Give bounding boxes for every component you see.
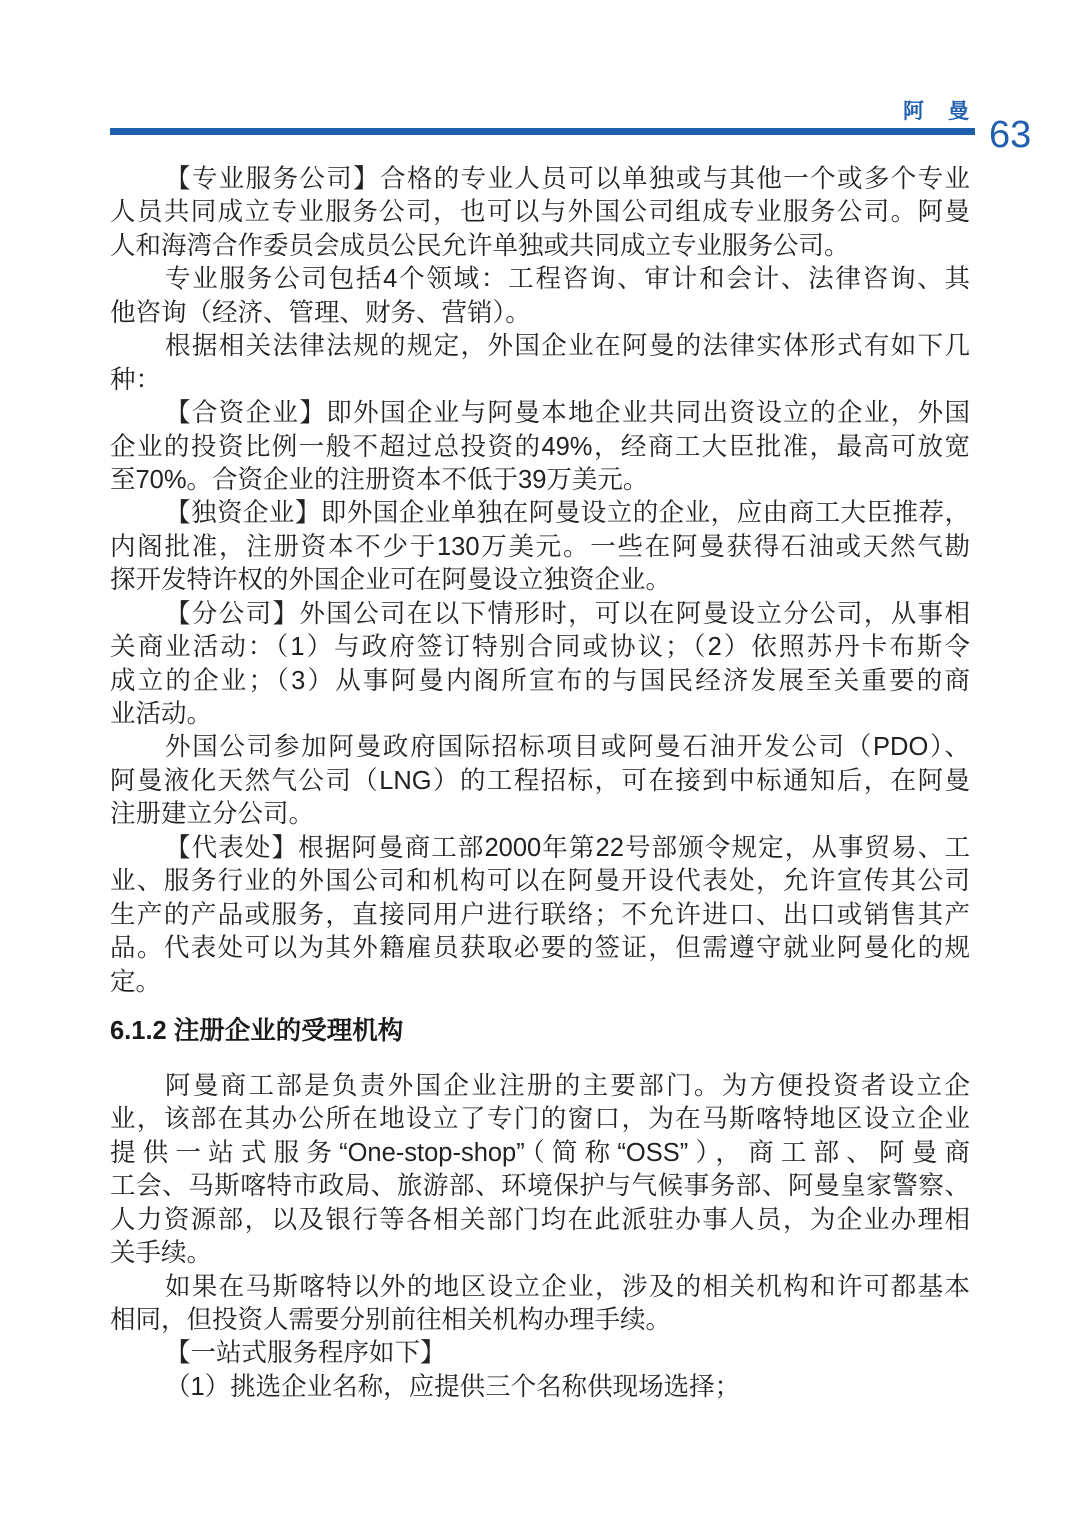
header-rule <box>110 128 975 135</box>
paragraph-line: （1）挑选企业名称，应提供三个名称供现场选择； <box>165 1372 741 1401</box>
paragraph-line: 阿曼液化天然气公司（LNG）的工程招标，可在接到中标通知后，在阿曼 <box>110 766 970 795</box>
paragraph-joint-venture <box>110 397 970 497</box>
section-heading: 6.1.2 注册企业的受理机构 <box>110 1016 404 1045</box>
paragraph-line: 注册建立分公司。 <box>110 800 315 829</box>
paragraph-branch-tender <box>110 731 970 831</box>
paragraph-line: 外国公司参加阿曼政府国际招标项目或阿曼石油开发公司（PDO）、 <box>165 733 970 762</box>
paragraph-legal-entity-forms <box>110 330 970 397</box>
paragraph-line: 至70%。合资企业的注册资本不低于39万美元。 <box>110 465 649 494</box>
paragraph-line: 相同，但投资人需要分别前往相关机构办理手续。 <box>110 1306 672 1335</box>
paragraph-professional-services-fields <box>110 263 970 330</box>
paragraph-branch-company <box>110 598 970 732</box>
paragraph-professional-services-company <box>110 163 970 263</box>
page-number: 63 <box>989 114 1032 156</box>
paragraph-line: 【独资企业】即外国企业单独在阿曼设立的企业，应由商工大臣推荐， <box>165 499 970 528</box>
paragraph-line: 他咨询（经济、管理、财务、营销）。 <box>110 298 531 327</box>
paragraph-line: 生产的产品或服务，直接同用户进行联络；不允许进口、出口或销售其产 <box>110 900 970 929</box>
paragraph-line: 工会、马斯喀特市政局、旅游部、环境保护与气候事务部、阿曼皇家警察、 <box>110 1172 970 1201</box>
paragraph-line: 【合资企业】即外国企业与阿曼本地企业共同出资设立的企业，外国 <box>165 399 970 428</box>
paragraph-line: 成立的企业；（3）从事阿曼内阁所宣布的与国民经济发展至关重要的商 <box>110 666 970 695</box>
paragraph-line: 根据相关法律法规的规定，外国企业在阿曼的法律实体形式有如下几 <box>165 332 970 361</box>
paragraph-line: 人力资源部，以及银行等各相关部门均在此派驻办事人员，为企业办理相 <box>110 1205 970 1234</box>
paragraph-line: 【代表处】根据阿曼商工部2000年第22号部颁令规定，从事贸易、工 <box>165 833 970 862</box>
paragraph-line: 定。 <box>110 967 162 996</box>
paragraph-oss-procedure-title <box>110 1337 970 1370</box>
paragraph-line: 【分公司】外国公司在以下情形时，可以在阿曼设立分公司，从事相 <box>165 599 970 628</box>
paragraph-line: 业，该部在其办公所在地设立了专门的窗口，为在马斯喀特地区设立企业 <box>110 1105 970 1134</box>
paragraph-wholly-owned-enterprise <box>110 497 970 597</box>
paragraph-line: 业、服务行业的外国公司和机构可以在阿曼开设代表处，允许宣传其公司 <box>110 867 970 896</box>
running-header-title: 阿曼 <box>903 100 993 123</box>
paragraph-line: 内阁批准，注册资本不少于130万美元。一些在阿曼获得石油或天然气勘 <box>110 532 970 561</box>
paragraph-ministry-registration <box>110 1070 970 1271</box>
list-item-step-1 <box>110 1371 970 1404</box>
paragraph-line: 探开发特许权的外国企业可在阿曼设立独资企业。 <box>110 566 672 595</box>
paragraph-line: 专业服务公司包括4个领域：工程咨询、审计和会计、法律咨询、其 <box>165 265 970 294</box>
paragraph-line: 人员共同成立专业服务公司，也可以与外国公司组成专业服务公司。阿曼 <box>110 198 970 227</box>
paragraph-line: 关手续。 <box>110 1239 213 1268</box>
paragraph-line: 提供一站式服务“One-stop-shop”（简称“OSS”），商工部、阿曼商 <box>110 1138 970 1167</box>
paragraph-line: 阿曼商工部是负责外国企业注册的主要部门。为方便投资者设立企 <box>165 1071 970 1100</box>
paragraph-line: 品。代表处可以为其外籍雇员获取必要的签证，但需遵守就业阿曼化的规 <box>110 934 970 963</box>
paragraph-line: 如果在马斯喀特以外的地区设立企业，涉及的相关机构和许可都基本 <box>165 1272 970 1301</box>
paragraph-line: 【专业服务公司】合格的专业人员可以单独或与其他一个或多个专业 <box>165 165 970 193</box>
paragraph-line: 企业的投资比例一般不超过总投资的49%，经商工大臣批准，最高可放宽 <box>110 432 970 461</box>
paragraph-line: 人和海湾合作委员会成员公民允许单独或共同成立专业服务公司。 <box>110 231 850 260</box>
page-body <box>110 163 970 1404</box>
paragraph-line: 【一站式服务程序如下】 <box>165 1339 446 1368</box>
paragraph-outside-muscat <box>110 1271 970 1338</box>
paragraph-line: 关商业活动：（1）与政府签订特别合同或协议；（2）依照苏丹卡布斯令 <box>110 633 970 662</box>
paragraph-line: 种： <box>110 365 162 394</box>
paragraph-representative-office <box>110 832 970 999</box>
paragraph-line: 业活动。 <box>110 700 213 728</box>
